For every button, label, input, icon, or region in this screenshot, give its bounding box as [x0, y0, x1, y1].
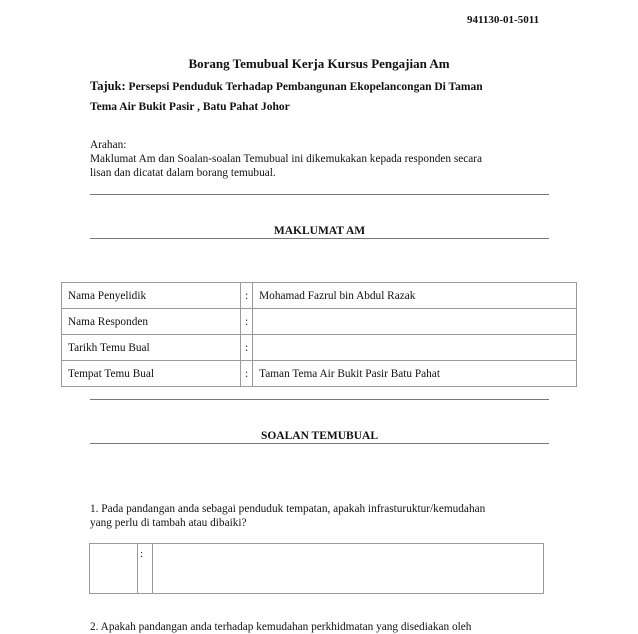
answer-field[interactable]	[153, 544, 543, 593]
row-label: Tempat Temu Bual	[62, 361, 241, 387]
row-label: Nama Responden	[62, 309, 241, 335]
instructions-line-2: lisan dan dicatat dalam borang temubual.	[90, 167, 276, 179]
question-2-line-1: 2. Apakah pandangan anda terhadap kemudahan perkhidmatan yang disediakan oleh	[90, 621, 472, 633]
document-id: 941130-01-5011	[467, 14, 540, 26]
row-separator: :	[241, 335, 253, 361]
instructions-heading: Arahan:	[90, 139, 127, 151]
table-row	[62, 309, 577, 335]
table-row	[62, 335, 577, 361]
subject-line-2: Tema Air Bukit Pasir , Batu Pahat Johor	[90, 101, 290, 113]
row-value[interactable]	[253, 309, 577, 335]
section-underline	[90, 443, 549, 444]
row-separator: :	[241, 283, 253, 309]
answer-separator: :	[138, 544, 153, 593]
section-underline	[90, 238, 549, 239]
table-row	[62, 283, 577, 309]
row-label: Nama Penyelidik	[62, 283, 241, 309]
question-1-line-2: yang perlu di tambah atau dibaiki?	[90, 517, 247, 529]
row-separator: :	[241, 361, 253, 387]
answer-number-cell	[90, 544, 138, 593]
row-value[interactable]: Mohamad Fazrul bin Abdul Razak	[253, 283, 577, 309]
form-title: Borang Temubual Kerja Kursus Pengajian Am	[188, 56, 450, 71]
divider	[90, 399, 549, 400]
subject-line-1	[90, 79, 483, 94]
section-heading-interview-questions: SOALAN TEMUBUAL	[260, 430, 379, 442]
subject-text-1: Persepsi Penduduk Terhadap Pembangunan Ekopelancongan Di Taman	[128, 81, 483, 93]
row-value[interactable]: Taman Tema Air Bukit Pasir Batu Pahat	[253, 361, 577, 387]
question-1-answer-box	[89, 543, 544, 594]
row-separator: :	[241, 309, 253, 335]
table-row	[62, 361, 577, 387]
subject-label: Tajuk:	[90, 79, 126, 93]
row-label: Tarikh Temu Bual	[62, 335, 241, 361]
divider	[90, 194, 549, 195]
question-1-line-1: 1. Pada pandangan anda sebagai penduduk tempatan, apakah infrasturuktur/kemudahan	[90, 503, 486, 515]
section-heading-general-info: MAKLUMAT AM	[273, 225, 366, 237]
row-value[interactable]	[253, 335, 577, 361]
general-info-table	[61, 282, 577, 387]
instructions-line-1: Maklumat Am dan Soalan-soalan Temubual ini dikemukakan kepada responden secara	[90, 153, 483, 165]
